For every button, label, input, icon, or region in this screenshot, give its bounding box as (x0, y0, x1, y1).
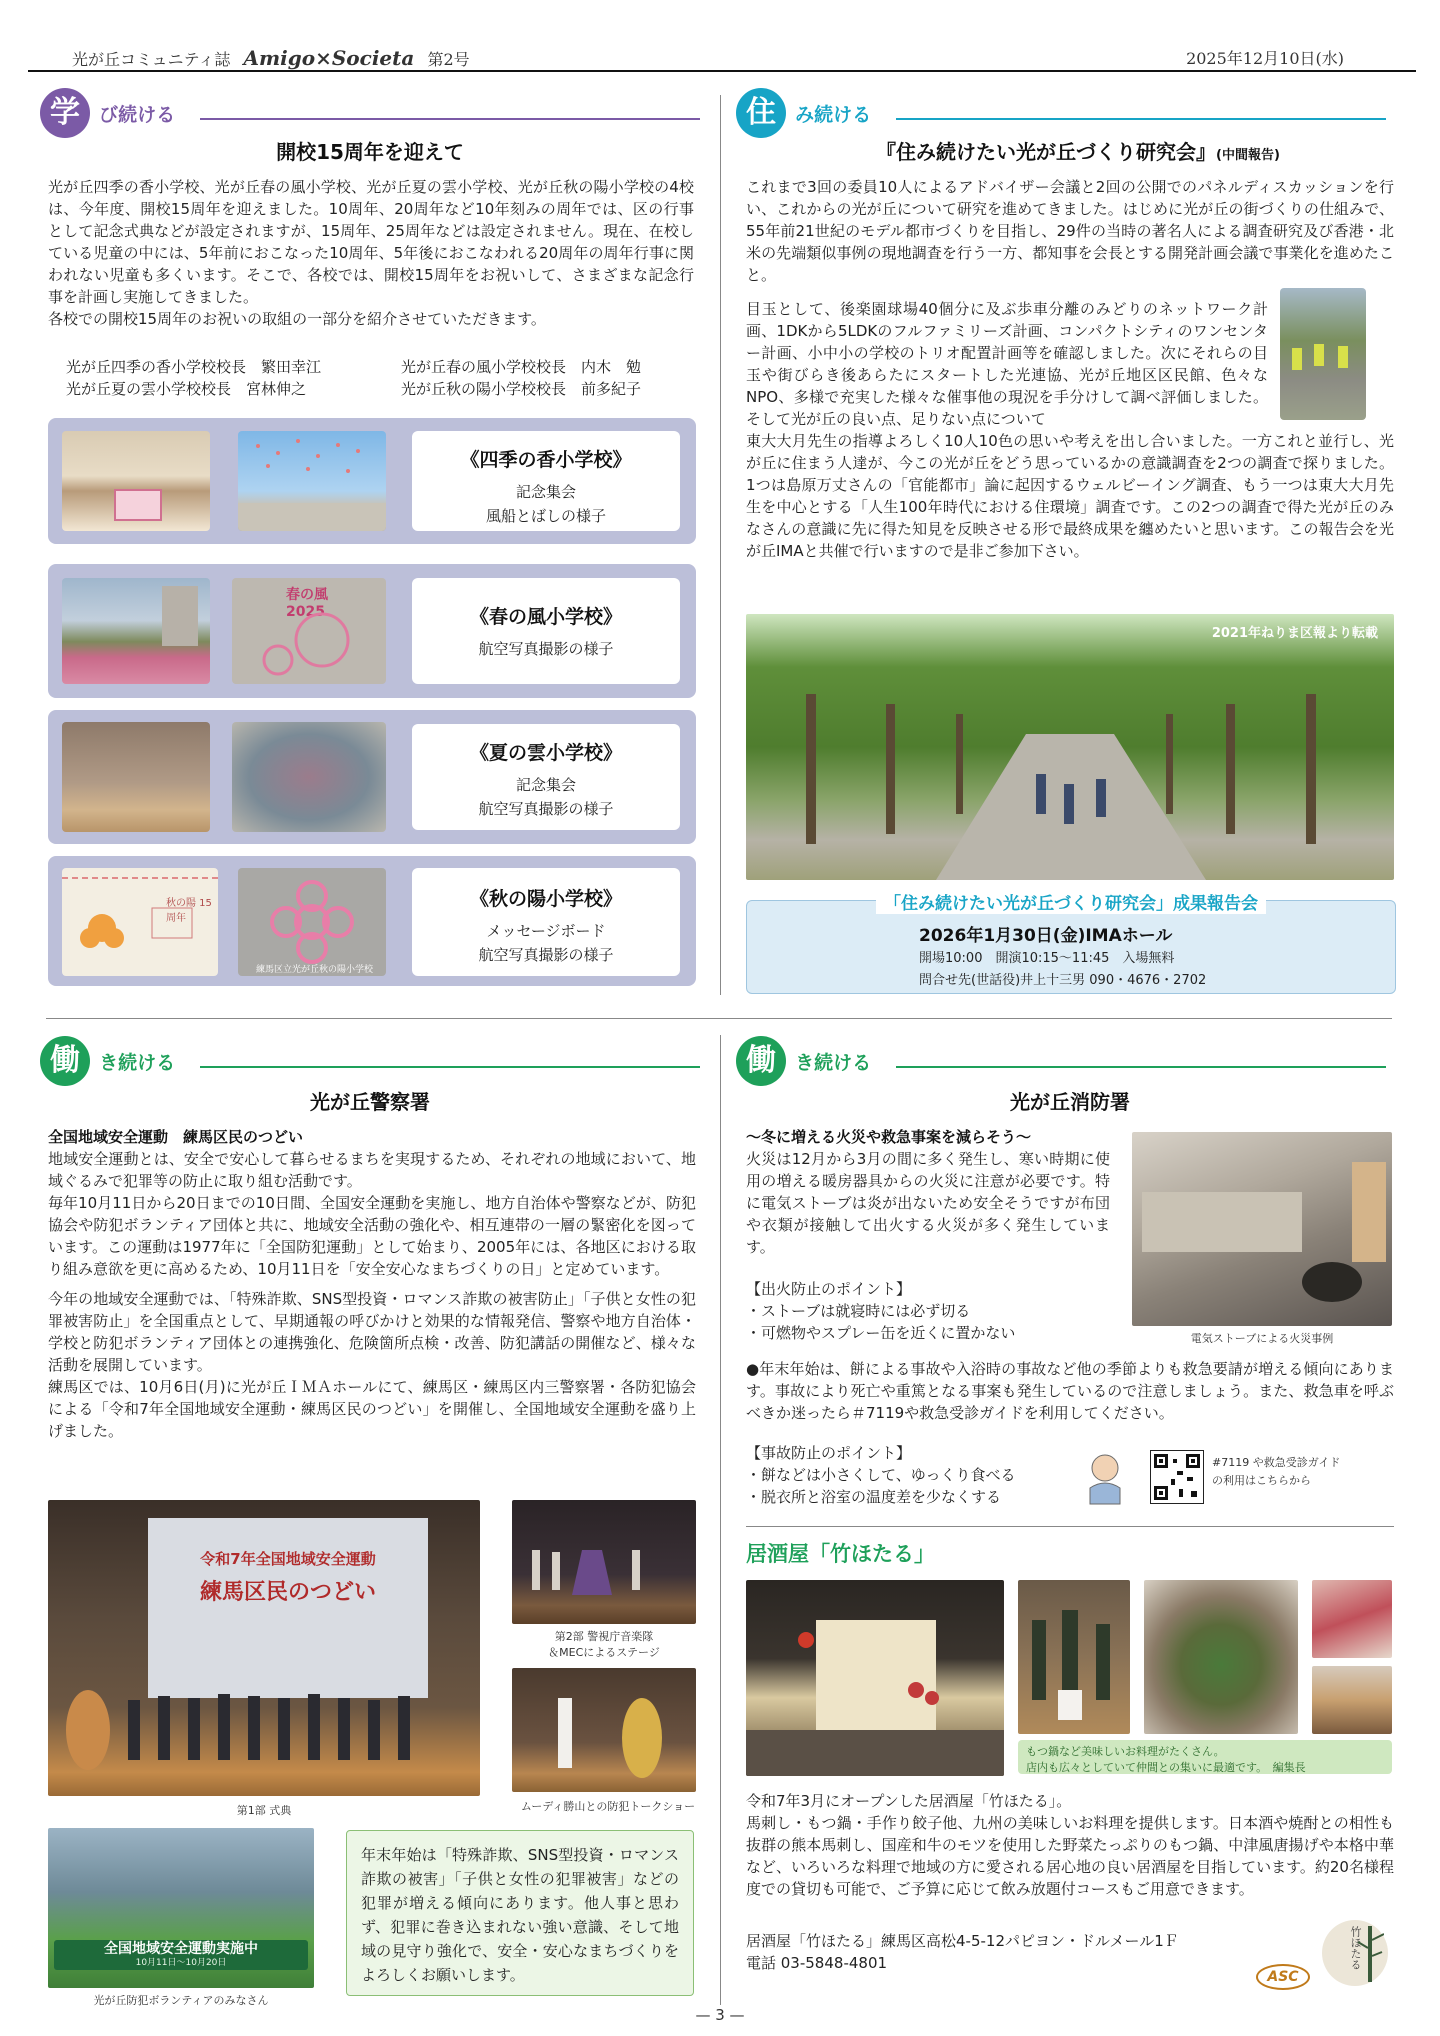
report-date: 2026年1月30日(金)IMAホール (919, 926, 1173, 946)
fire-subtitle: 〜冬に増える火災や救急事案を減らそう〜 (746, 1128, 1032, 1146)
fire-title: 光が丘消防署 (1010, 1090, 1130, 1114)
police-paragraph: 今年の地域安全運動では、「特殊詐欺、SNS型投資・ロマンス詐欺の被害防止」「子供と女性の犯罪被害防止」を全国重点として、早期通報の呼びかけと効果的な情報発信、警察や地方自治体・学校と防犯ボランティア団体との連携強化、危険箇所点検・改善、防犯講話の開催など、様々な活動を展開しています。 (48, 1290, 696, 1374)
police-paragraph: 毎年10月11日から20日までの10日間、全国安全運動を実施し、地方自治体や警察などが、防犯協会や防犯ボランティア団体と共に、地域安全活動の強化や、相互連帯の一層の緊密化を図っています。この運動は1977年に「全国防犯運動」として始まり、2005年には、各地区における取り組み意欲を更に高めるため、10月11日を「安全安心なまちづくりの日」と定めています。 (48, 1194, 696, 1278)
point-item: ・脱衣所と浴室の温度差を少なくする (746, 1488, 1002, 1506)
qr-note-line: #7119 や救急受診ガイド (1212, 1456, 1341, 1469)
school-line: 航空写真撮影の様子 (478, 640, 614, 658)
volunteer-banner (54, 1940, 308, 1970)
school-line: 航空写真撮影の様子 (478, 800, 614, 818)
school-card-shiki (412, 431, 680, 531)
photo-ceremony (48, 1500, 480, 1796)
izakaya-paragraph: 令和7年3月にオープンした居酒屋「竹ほたる」。 (746, 1792, 1072, 1810)
asc-logo: ASC (1256, 1964, 1310, 1990)
photo-shiki-balloons (238, 431, 386, 531)
photo-shiki-assembly (62, 431, 210, 531)
issue-date: 2025年12月10日(水) (1186, 49, 1344, 68)
school-name: 《秋の陽小学校》 (469, 888, 622, 910)
report-title: 「住み続けたい光が丘づくり研究会」成果報告会 (876, 894, 1266, 914)
report-time: 開場10:00 開演10:15〜11:45 入場無料 (919, 951, 1175, 966)
caption-band: 第2部 警視庁音楽隊 ＆MECによるステージ (548, 1630, 660, 1659)
live-badge: 住 (736, 88, 786, 138)
police-message-box: 年末年始は「特殊詐欺、SNS型投資・ロマンス詐欺の被害」「子供と女性の犯罪被害」などの犯罪が増える傾向にあります。他人事と思わず、犯罪に巻き込まれない強い意識、そして地域の見守り強化で、安全・安心なまちづくりをよろしくお願いします。 (346, 1830, 694, 1996)
izakaya-phone: 電話 03-5848-4801 (746, 1954, 888, 1972)
live-section-header (736, 88, 1396, 142)
photo-basashi (1312, 1580, 1392, 1658)
column-divider-top (720, 95, 721, 995)
point-item: ・餅などは小さくして、ゆっくり食べる (746, 1466, 1016, 1484)
photo-motsunabe (1144, 1580, 1298, 1734)
school-line: メッセージボード (486, 922, 606, 940)
izakaya-caption-1: もつ鍋など美味しいお料理がたくさん。 (1026, 1745, 1225, 1758)
survey-people-graphic (1280, 288, 1366, 420)
police-rule (200, 1066, 700, 1068)
izakaya-caption-box (1018, 1740, 1392, 1774)
izakaya-title: 居酒屋「竹ほたる」 (746, 1542, 935, 1566)
izakaya-logo-text: 竹ほたる (1349, 1926, 1362, 1970)
stage-banner-1: 令和7年全国地域安全運動 (200, 1550, 376, 1568)
learn-title: 開校15周年を迎えて (276, 140, 464, 164)
caption-fire-example: 電気ストーブによる火災事例 (1190, 1332, 1334, 1345)
photo-haru-aerial-1 (62, 578, 210, 684)
izakaya-caption-2: 店内も広々としていて仲間との集いに最適です。 編集長 (1026, 1761, 1306, 1774)
talk-graphic (512, 1668, 696, 1792)
haru-figure (252, 602, 372, 682)
photo-aki-message-board (62, 868, 218, 976)
qr-note (1212, 1454, 1340, 1490)
school-line: 記念集会 (515, 483, 576, 501)
qr-note-line: の利用はこちらから (1212, 1474, 1311, 1487)
live-body-3: 東大大月先生の指導よろしく10人10色の思いや考えを出し合いました。一方これと並行し、光が丘に住まう人達が、今この光が丘をどう思っているかの意識調査を2つの調査で探りました。1つは島原万丈さんの「官能都市」論に起因するウェルビーイング調査、もう一つは東大大月先生を中心とする「人生100年時代における住環境」調査です。この2つの調査で得た光が丘のみなさんの意識に先に得た知見を反映させる形で最終成果を纏めたいと思います。この報告会を光が丘IMAと共催で行いますので是非ご参加下さい。 (746, 432, 1394, 560)
live-body-1: これまで3回の委員10人によるアドバイザー会議と2回の公開でのパネルディスカッションを行い、これからの光が丘について研究を進めてきました。はじめに光が丘の街づくりの仕組みで、55年前21世紀のモデル都市づくりを目指し、29件の当時の著名人による調査研究及び香港・北米の先端類似事例の現地調査を行う一方、都知事を会長とする開発計画会議で事業化を進めたこと。 (746, 178, 1394, 284)
page-header (0, 0, 1440, 72)
photo-fire-example (1132, 1132, 1392, 1326)
live-title-main: 『住み続けたい光が丘づくり研究会』 (876, 140, 1217, 164)
live-label: み続ける (795, 103, 872, 126)
police-paragraph: 練馬区では、10月6日(月)に光が丘ＩＭＡホールにて、練馬区・練馬区内三警察署・各防犯協会による「令和7年全国地域安全運動・練馬区民のつどい」を開催し、全国地域安全運動を盛り上げました。 (48, 1378, 696, 1440)
fire-izakaya-divider (746, 1526, 1394, 1527)
photo-natsu-assembly (62, 722, 210, 832)
police-paragraph: 地域安全運動とは、安全で安心して暮らせるまちを実現するため、それぞれの地域において、地域ぐるみで犯罪等の防止に取り組む活動です。 (48, 1150, 696, 1190)
flower-formation (238, 868, 386, 976)
fire-badge: 働 (736, 1036, 786, 1086)
school-line: 風船とばしの様子 (485, 507, 606, 525)
photo-credit: 2021年ねりま区報より転載 (1211, 626, 1378, 641)
fire-points-2 (746, 1442, 1086, 1508)
learn-body (48, 176, 694, 330)
issue-number: 第2号 (427, 50, 470, 69)
school-line: 航空写真撮影の様子 (478, 946, 614, 964)
qr-code-icon (1151, 1451, 1203, 1503)
photo-talk-show (512, 1668, 696, 1792)
live-body-2: 目玉として、後楽園球場40個分に及ぶ歩車分離のみどりのネットワーク計画、1DKから5LDKのフルファミリーズ計画、コンパクトシティのワンセンター計画、小中小の学校のトリオ配置計画等を確認しました。次にそれらの目玉や街びらき後あらたにスタートした光連協、光が丘地区区民館、色々なNPO、多様で充実した様々な催事他の現況を手分けして調べ評価しました。そして光が丘の良い点、足りない点について (746, 300, 1268, 428)
izakaya-address: 居酒屋「竹ほたる」練馬区高松4-5-12パピヨン・ドルメール1Ｆ (746, 1932, 1179, 1950)
aki-banner-text: 秋の陽 15周年 (166, 898, 212, 924)
live-title-note: (中間報告) (1216, 148, 1280, 163)
photo-izakaya-entrance (746, 1580, 1004, 1776)
aki-board-text: 練馬区立光が丘秋の陽小学校 (256, 965, 374, 975)
learn-section-header (40, 88, 680, 142)
row-divider (46, 1018, 1392, 1019)
school-line: 記念集会 (515, 776, 576, 794)
header-left (72, 46, 470, 70)
building-shape (162, 586, 198, 646)
fire-section-header (736, 1036, 1396, 1090)
izakaya-contact (746, 1930, 1306, 1974)
points-title: 【事故防止のポイント】 (746, 1444, 912, 1462)
school-card-natsu (412, 724, 680, 830)
learn-badge: 学 (40, 88, 90, 138)
caption-volunteers: 光が丘防犯ボランティアのみなさん (93, 1994, 269, 2007)
burnt-room-graphic (1132, 1132, 1392, 1326)
magazine-logo: Amigo×Societa (243, 46, 415, 70)
ceremony-people (48, 1670, 480, 1790)
balloons-graphic (238, 431, 386, 531)
school-row-shiki (48, 418, 696, 544)
report-contact: 問合せ先(世話役)井上十三男 090・4676・2702 (919, 973, 1207, 988)
learn-rule (200, 118, 700, 120)
police-title: 光が丘警察署 (310, 1090, 430, 1114)
police-subtitle: 全国地域安全運動 練馬区民のつどい (48, 1128, 304, 1146)
photo-survey-walk (1280, 288, 1366, 420)
learn-paragraph: 各校での開校15周年のお祝いの取組の一部分を紹介させていただきます。 (48, 310, 546, 328)
school-row-aki (48, 856, 696, 986)
photo-tree-avenue (746, 614, 1394, 880)
fire-body-1: 火災は12月から3月の間に多く発生し、寒い時期に使用の増える暖房器具からの火災に注意が必要です。特に電気ストーブは炎が出ないため安全そうですが布団や衣類が接触して出火する火災が多く発生しています。 (746, 1150, 1110, 1256)
school-card-aki (412, 868, 680, 976)
principals-list (66, 356, 686, 400)
principal: 光が丘四季の香小学校校長 繁田幸江 (66, 358, 322, 376)
points-title: 【出火防止のポイント】 (746, 1280, 912, 1298)
school-name: 《春の風小学校》 (469, 606, 622, 628)
police-body (48, 1148, 696, 1442)
point-item: ・ストーブは就寝時には必ず切る (746, 1302, 971, 1320)
school-card-haru (412, 578, 680, 684)
fire-label: き続ける (795, 1051, 872, 1074)
magazine-name: 光が丘コミュニティ誌 (72, 50, 231, 69)
izakaya-logo (1322, 1920, 1388, 1986)
volunteer-banner-text: 全国地域安全運動実施中 (104, 1941, 258, 1957)
cake-shape (114, 489, 162, 521)
page-number: — 3 — (695, 2006, 745, 2024)
izakaya-body (746, 1790, 1394, 1900)
learn-label: び続ける (99, 103, 176, 126)
caption-ceremony: 第1部 式典 (236, 1804, 292, 1817)
school-row-haru (48, 564, 696, 698)
fire-rule (896, 1066, 1386, 1068)
live-rule (896, 118, 1386, 120)
haru-board-text: 春の風 2025 (286, 587, 328, 620)
police-label: き続ける (99, 1051, 176, 1074)
live-title (760, 136, 1396, 165)
photo-gyoza (1312, 1666, 1392, 1734)
header-rule (28, 70, 1416, 72)
bottles-graphic (1018, 1580, 1130, 1734)
fire-points-1 (746, 1278, 1110, 1344)
principal: 光が丘春の風小学校校長 内木 勉 (401, 358, 642, 376)
avenue-graphic (746, 614, 1394, 880)
photo-natsu-aerial (232, 722, 386, 832)
entrance-graphic (746, 1580, 1004, 1776)
doctor-illustration (1084, 1450, 1126, 1506)
report-info-box (746, 894, 1396, 994)
photo-haru-aerial-2 (232, 578, 386, 684)
band-graphic (512, 1500, 696, 1624)
photo-sake-bottles (1018, 1580, 1130, 1734)
school-name: 《夏の雲小学校》 (469, 742, 622, 764)
school-name: 《四季の香小学校》 (460, 449, 632, 471)
photo-volunteers (48, 1828, 314, 1988)
volunteer-banner-sub: 10月11日〜10月20日 (135, 1958, 227, 1968)
police-badge: 働 (40, 1036, 90, 1086)
principal: 光が丘夏の雲小学校校長 宮林伸之 (66, 380, 307, 398)
bamboo-icon (1356, 1926, 1384, 1982)
photo-aki-aerial (238, 868, 386, 976)
stage-banner-2: 練馬区民のつどい (199, 1580, 376, 1605)
principal: 光が丘秋の陽小学校校長 前多紀子 (401, 380, 642, 398)
qr-code[interactable] (1150, 1450, 1204, 1504)
photo-band-stage (512, 1500, 696, 1624)
point-item: ・可燃物やスプレー缶を近くに置かない (746, 1324, 1016, 1342)
learn-paragraph: 光が丘四季の香小学校、光が丘春の風小学校、光が丘夏の雲小学校、光が丘秋の陽小学校の4校は、今年度、開校15周年を迎えました。10周年、20周年など10年刻みの周年では、区の行事として記念式典などが設定されますが、15周年、25周年などは設定されません。現在、在校している児童の中には、5年前におこなった10周年、5年後におこなわれる20周年の周年行事に関われない児童も多くいます。そこで、各校では、開校15周年をお祝いして、さまざまな記念行事を計画し実施してきました。 (48, 178, 694, 306)
column-divider-bottom (720, 1035, 721, 2005)
report-title-wrap (747, 889, 1395, 914)
caption-talk: ムーディ勝山との防犯トークショー (520, 1800, 696, 1813)
fire-body-2: ●年末年始は、餅による事故や入浴時の事故など他の季節よりも救急要請が増える傾向にあります。事故により死亡や重篤となる事案も発生しているので注意しましょう。また、救急車を呼ぶべきか迷ったら＃7119や救急受診ガイドを利用してください。 (746, 1360, 1394, 1422)
izakaya-paragraph: 馬刺し・もつ鍋・手作り餃子他、九州の美味しいお料理を提供します。日本酒や焼酎との相性も抜群の熊本馬刺し、国産和牛のモツを使用した野菜たっぷりのもつ鍋、中津風唐揚げや本格中華など、いろいろな料理で地域の方に愛される居心地の良い居酒屋を目指しています。約20名様程度での貸切も可能で、ご予算に応じて飲み放題付コースもご用意できます。 (746, 1814, 1394, 1898)
police-section-header (40, 1036, 680, 1090)
school-row-natsu (48, 710, 696, 844)
